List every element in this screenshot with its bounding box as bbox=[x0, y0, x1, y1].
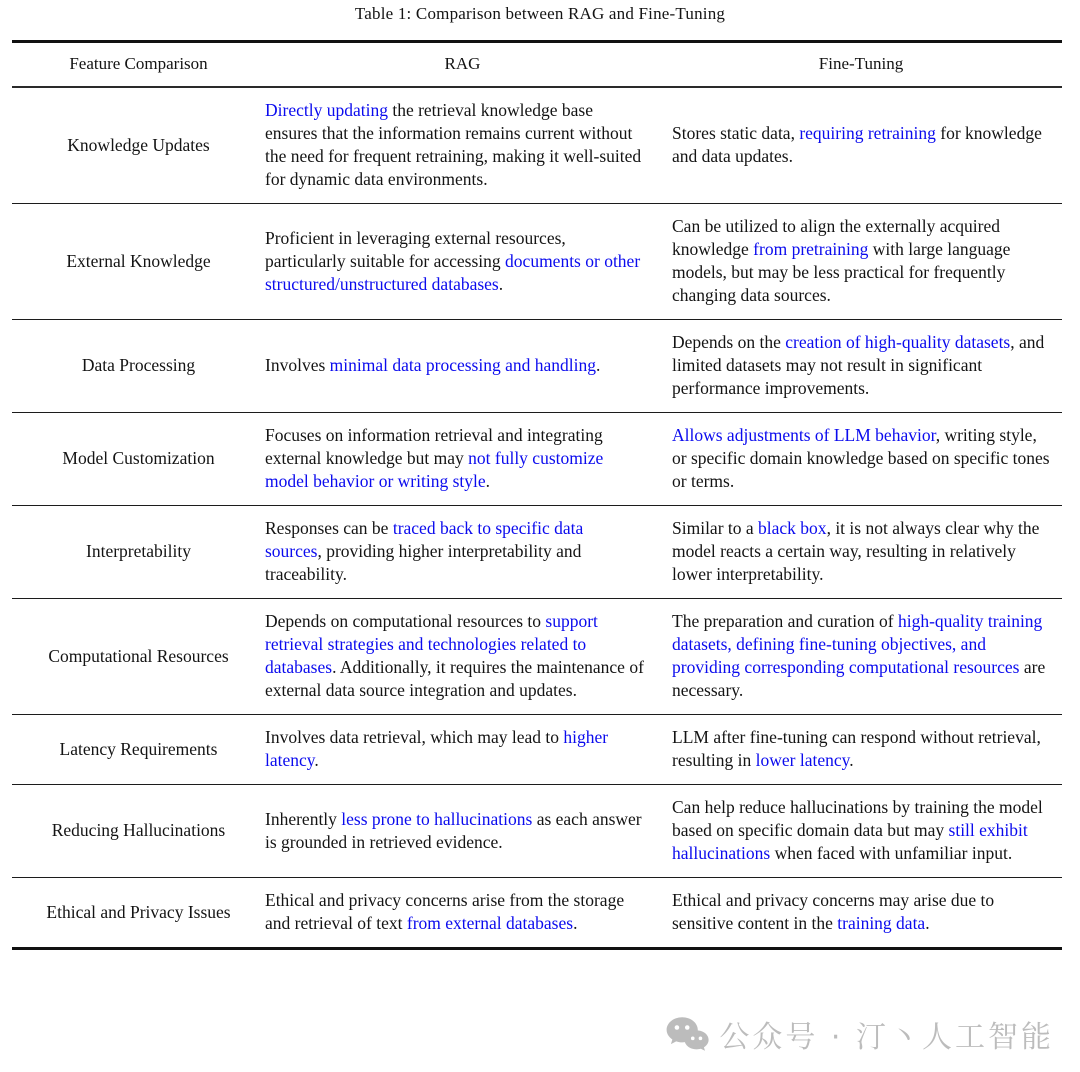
body-text: for knowledge and data updates. bbox=[672, 123, 1042, 166]
feature-cell: Data Processing bbox=[12, 320, 265, 413]
body-text: . bbox=[498, 273, 504, 294]
link-text[interactable]: from external databases bbox=[406, 913, 574, 933]
body-text: Involves bbox=[265, 355, 330, 375]
link-text[interactable]: still exhibit hallucinations bbox=[672, 820, 1028, 863]
rag-cell bbox=[265, 878, 660, 949]
body-text: Similar to a bbox=[672, 518, 759, 538]
rag-cell bbox=[265, 599, 660, 715]
link-text[interactable]: training data bbox=[837, 913, 926, 933]
table-row bbox=[12, 785, 1062, 878]
link-text[interactable]: Directly updating bbox=[265, 100, 388, 120]
finetuning-cell bbox=[660, 878, 1062, 949]
body-text: Ethical and privacy concerns may arise due to sensitive content in the bbox=[672, 890, 995, 933]
body-text: . bbox=[573, 913, 578, 933]
link-text[interactable]: creation of high-quality datasets bbox=[785, 332, 1011, 352]
feature-cell: Knowledge Updates bbox=[67, 134, 210, 155]
finetuning-cell bbox=[660, 204, 1062, 320]
body-text: . bbox=[595, 355, 601, 375]
rag-cell bbox=[265, 204, 660, 320]
body-text: Can be utilized to align the externally acquired knowledge bbox=[672, 216, 1001, 259]
table-row bbox=[12, 204, 1062, 320]
feature-cell: Interpretability bbox=[12, 506, 265, 599]
rag-cell bbox=[265, 87, 660, 204]
feature-cell: Computational Resources bbox=[12, 599, 265, 715]
link-text[interactable]: traced back to specific data sources bbox=[265, 518, 584, 561]
table-row bbox=[12, 413, 1062, 506]
header-feature-comparison: Feature Comparison bbox=[12, 42, 265, 88]
body-text: Depends on the bbox=[672, 332, 786, 352]
body-text: . bbox=[849, 750, 854, 770]
body-text: , and limited datasets may not result in significant performance improvements. bbox=[672, 332, 1045, 398]
finetuning-cell bbox=[660, 413, 1062, 506]
finetuning-cell bbox=[660, 87, 1062, 204]
body-text: . bbox=[485, 471, 491, 491]
rag-cell bbox=[265, 785, 660, 878]
header-fine-tuning: Fine-Tuning bbox=[660, 42, 1062, 88]
feature-cell: External Knowledge bbox=[12, 204, 265, 320]
body-text: the retrieval knowledge base ensures that the information remains current without the need for frequent retraining, making it well-suited for dynamic data environments. bbox=[265, 100, 642, 189]
body-text: Responses can be bbox=[265, 518, 393, 538]
link-text[interactable]: documents or other structured/unstructured databases bbox=[265, 250, 641, 294]
body-text: Proficient in leveraging external resources, particularly suitable for accessing bbox=[265, 227, 566, 271]
table-row bbox=[12, 715, 1062, 785]
comparison-table bbox=[12, 40, 1062, 950]
body-text: as each answer is grounded in retrieved evidence. bbox=[265, 808, 642, 852]
finetuning-cell bbox=[660, 599, 1062, 715]
wechat-icon bbox=[665, 1016, 709, 1052]
body-text: . Additionally, it requires the maintenance of external data source integration and updates. bbox=[265, 657, 644, 700]
body-text: Involves data retrieval, which may lead to bbox=[265, 727, 564, 747]
body-text: The preparation and curation of bbox=[672, 611, 898, 631]
finetuning-cell bbox=[660, 715, 1062, 785]
feature-cell: Ethical and Privacy Issues bbox=[12, 878, 265, 949]
feature-cell: Latency Requirements bbox=[12, 715, 265, 785]
link-text[interactable]: Allows adjustments of LLM behavior bbox=[672, 425, 936, 445]
link-text[interactable]: less prone to hallucinations bbox=[341, 808, 533, 829]
rag-cell bbox=[265, 320, 660, 413]
body-text: Focuses on information retrieval and integrating external knowledge but may bbox=[265, 425, 603, 468]
watermark bbox=[665, 1012, 1054, 1056]
rag-cell bbox=[265, 506, 660, 599]
link-text[interactable]: not fully customize model behavior or writing style bbox=[265, 448, 604, 491]
body-text: Stores static data, bbox=[672, 123, 800, 143]
rag-cell bbox=[265, 715, 660, 785]
body-text: , writing style, or specific domain knowledge based on specific tones or terms. bbox=[672, 425, 1050, 491]
finetuning-cell bbox=[660, 320, 1062, 413]
finetuning-cell bbox=[660, 785, 1062, 878]
body-text: . bbox=[314, 750, 319, 770]
body-text: when faced with unfamiliar input. bbox=[770, 843, 1013, 863]
link-text[interactable]: black box bbox=[758, 518, 827, 538]
link-text[interactable]: requiring retraining bbox=[799, 123, 936, 143]
body-text: Can help reduce hallucinations by training the model based on specific domain data but may bbox=[672, 797, 1043, 840]
link-text[interactable]: high-quality training datasets, defining fine-tuning objectives, and providing corresponding computational resources bbox=[672, 611, 1043, 677]
header-rag: RAG bbox=[265, 42, 660, 88]
feature-cell: Model Customization bbox=[12, 413, 265, 506]
table-row bbox=[12, 320, 1062, 413]
table-caption: Table 1: Comparison between RAG and Fine-Tuning bbox=[354, 4, 726, 23]
link-text[interactable]: lower latency bbox=[755, 750, 850, 770]
table-header bbox=[12, 42, 1062, 88]
table-body bbox=[12, 87, 1062, 949]
body-text: , it is not always clear why the model reacts a certain way, resulting in relatively lower interpretability. bbox=[672, 518, 1040, 584]
link-text[interactable]: higher latency bbox=[265, 727, 609, 770]
body-text: LLM after fine-tuning can respond without retrieval, resulting in bbox=[672, 727, 1041, 770]
body-text: Ethical and privacy concerns arise from the storage and retrieval of text bbox=[265, 890, 625, 933]
body-text: with large language models, but may be less practical for frequently changing data sources. bbox=[672, 239, 1011, 305]
table-row bbox=[12, 506, 1062, 599]
link-text[interactable]: support retrieval strategies and technologies related to databases bbox=[265, 611, 598, 677]
watermark-text: 公众号 · 汀丶人工智能 bbox=[719, 1020, 1054, 1055]
rag-cell bbox=[265, 413, 660, 506]
body-text: Inherently bbox=[265, 808, 342, 829]
body-text: . bbox=[925, 913, 930, 933]
table-row bbox=[12, 878, 1062, 949]
finetuning-cell bbox=[660, 506, 1062, 599]
body-text: Depends on computational resources to bbox=[265, 611, 546, 631]
body-text: , providing higher interpretability and traceability. bbox=[265, 541, 582, 584]
body-text: are necessary. bbox=[672, 657, 1046, 700]
table-row bbox=[12, 599, 1062, 715]
link-text[interactable]: from pretraining bbox=[753, 239, 869, 259]
feature-cell: Reducing Hallucinations bbox=[12, 785, 265, 878]
table-row bbox=[12, 87, 1062, 204]
link-text[interactable]: minimal data processing and handling bbox=[329, 355, 596, 375]
